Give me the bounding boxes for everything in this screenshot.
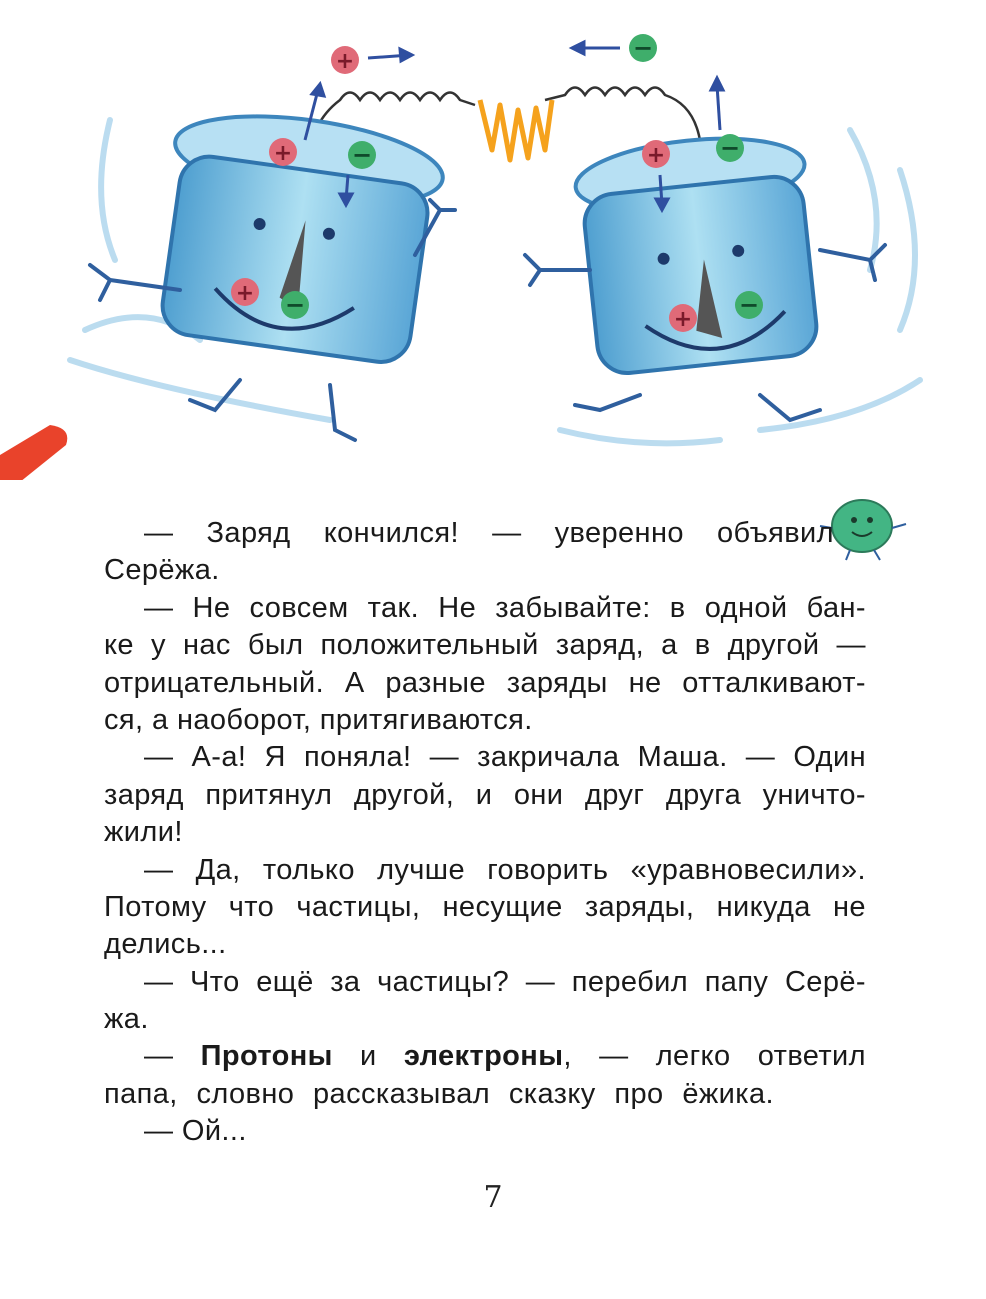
text-line: — Что ещё за частицы? — перебил папу Серё- (144, 965, 866, 998)
text-line: жа. (104, 1003, 149, 1036)
text-line: — Да, только лучше говорить «уравновесили». (144, 853, 866, 886)
text-line: отрицательный. А разные заряды не отталкивают- (104, 666, 866, 699)
spark-icon (480, 100, 552, 160)
text-line: — Заряд кончился! — уверенно объявил (144, 517, 834, 549)
svg-text:−: − (719, 134, 741, 162)
pen-icon (0, 425, 67, 480)
svg-text:−: − (351, 141, 373, 169)
text-line: Серёжа. (104, 554, 220, 587)
text-line: заряд притянул другой, и они друг друга уничто- (104, 778, 866, 811)
text-line: — Не совсем так. Не забывайте: в одной бан- (144, 591, 866, 624)
left-jar (149, 102, 448, 367)
text-line: делись... (104, 928, 227, 961)
svg-text:+: + (673, 307, 693, 332)
svg-text:−: − (284, 291, 306, 319)
text-line: Потому что частицы, несущие заряды, никуда не (104, 890, 866, 923)
text-line: ся, а наоборот, притягиваются. (104, 703, 533, 736)
svg-text:−: − (738, 291, 760, 319)
illustration-jars (0, 0, 986, 480)
bold-term: Протоны (200, 1040, 333, 1073)
text-line: папа, словно рассказывал сказку про ёжика. (104, 1077, 774, 1110)
text-line: — Ой... (144, 1115, 247, 1148)
svg-text:+: + (235, 281, 255, 306)
svg-text:+: + (646, 143, 666, 168)
right-jar (572, 129, 824, 377)
bold-term: электроны (403, 1040, 564, 1073)
text-line: жили! (104, 816, 183, 849)
text-line: — А-а! Я поняла! — закричала Маша. — Один (144, 741, 866, 774)
page-number: 7 (483, 1180, 503, 1215)
text-line: ке у нас был положительный заряд, а в другой — (104, 629, 866, 662)
svg-text:+: + (273, 141, 293, 166)
story-text (104, 515, 866, 1151)
svg-text:+: + (335, 49, 355, 74)
svg-text:−: − (632, 34, 654, 62)
text-line: — Протоны и электроны, — легко ответил (104, 1038, 866, 1075)
